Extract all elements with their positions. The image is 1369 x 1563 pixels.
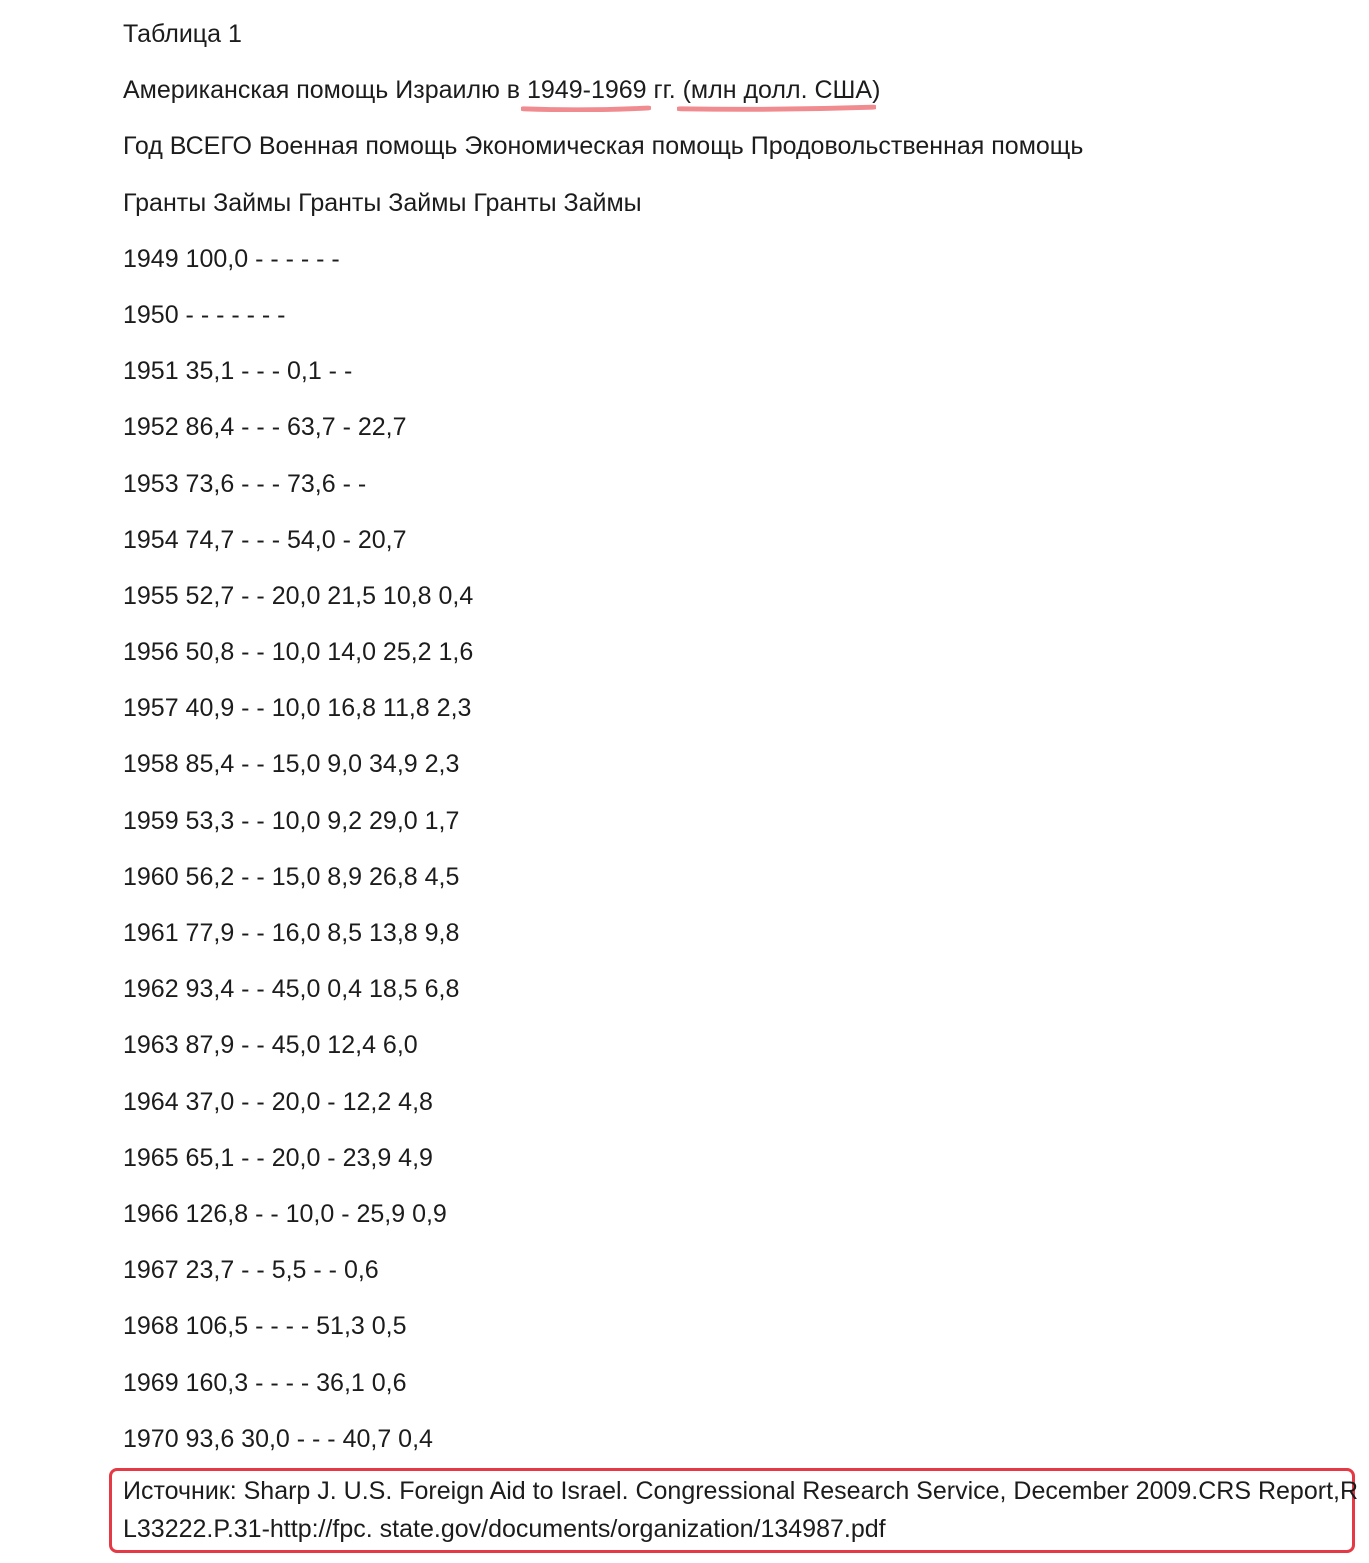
table-row: 1961 77,9 - - 16,0 8,5 13,8 9,8 [123, 919, 460, 947]
title-years-highlight [527, 62, 647, 118]
table-row: 1959 53,3 - - 10,0 9,2 29,0 1,7 [123, 806, 460, 835]
table-header-row-2: Гранты Займы Гранты Займы Гранты Займы [123, 188, 642, 217]
table-caption: Таблица 1 [123, 20, 242, 48]
table-row: 1968 106,5 - - - - 51,3 0,5 [123, 1312, 407, 1341]
title-units: (млн долл. США [682, 76, 873, 105]
table-row: 1951 35,1 - - - 0,1 - - [123, 357, 353, 386]
document-body [123, 6, 1353, 1467]
table-row: 1952 86,4 - - - 63,7 - 22,7 [123, 413, 407, 442]
table-row: 1949 100,0 - - - - - - [123, 244, 340, 273]
units-underline-mark [677, 104, 877, 112]
table-row: 1960 56,2 - - 15,0 8,9 26,8 4,5 [123, 862, 460, 891]
table-row: 1958 85,4 - - 15,0 9,0 34,9 2,3 [123, 750, 460, 779]
title-years: 1949-1969 [527, 76, 647, 105]
years-underline-mark [521, 104, 651, 112]
title-suffix: ) [872, 76, 881, 105]
table-row: 1967 23,7 - - 5,5 - - 0,6 [123, 1256, 379, 1285]
table-row: 1963 87,9 - - 45,0 12,4 6,0 [123, 1031, 418, 1060]
title-middle: гг. [646, 76, 683, 105]
table-row: 1970 93,6 30,0 - - - 40,7 0,4 [123, 1424, 433, 1453]
table-row: 1969 160,3 - - - - 36,1 0,6 [123, 1368, 407, 1397]
table-row: 1956 50,8 - - 10,0 14,0 25,2 1,6 [123, 638, 474, 667]
table-row: 1957 40,9 - - 10,0 16,8 11,8 2,3 [123, 694, 472, 723]
table-row: 1955 52,7 - - 20,0 21,5 10,8 0,4 [123, 581, 474, 610]
table-title [123, 62, 1353, 118]
title-prefix: Американская помощь Израилю в [123, 76, 527, 105]
table-row: 1964 37,0 - - 20,0 - 12,2 4,8 [123, 1087, 433, 1116]
table-row: 1950 - - - - - - - [123, 300, 286, 329]
table-row: 1965 65,1 - - 20,0 - 23,9 4,9 [123, 1143, 433, 1172]
table-row: 1966 126,8 - - 10,0 - 25,9 0,9 [123, 1199, 447, 1228]
table-header-row-1: Год ВСЕГО Военная помощь Экономическая помощь Продовольственная помощь [123, 132, 1084, 161]
table-row: 1954 74,7 - - - 54,0 - 20,7 [123, 525, 407, 554]
title-units-highlight [683, 62, 873, 118]
source-citation: Источник: Sharp J. U.S. Foreign Aid to Israel. Congressional Research Service, December 2009.CRS Report,RL33222.P.31-http://fpc. state.gov/documents/organization/134987.pdf [123, 1477, 1359, 1543]
table-row: 1953 73,6 - - - 73,6 - - [123, 469, 367, 498]
table-row: 1962 93,4 - - 45,0 0,4 18,5 6,8 [123, 975, 460, 1004]
table-rows [123, 231, 1353, 1467]
